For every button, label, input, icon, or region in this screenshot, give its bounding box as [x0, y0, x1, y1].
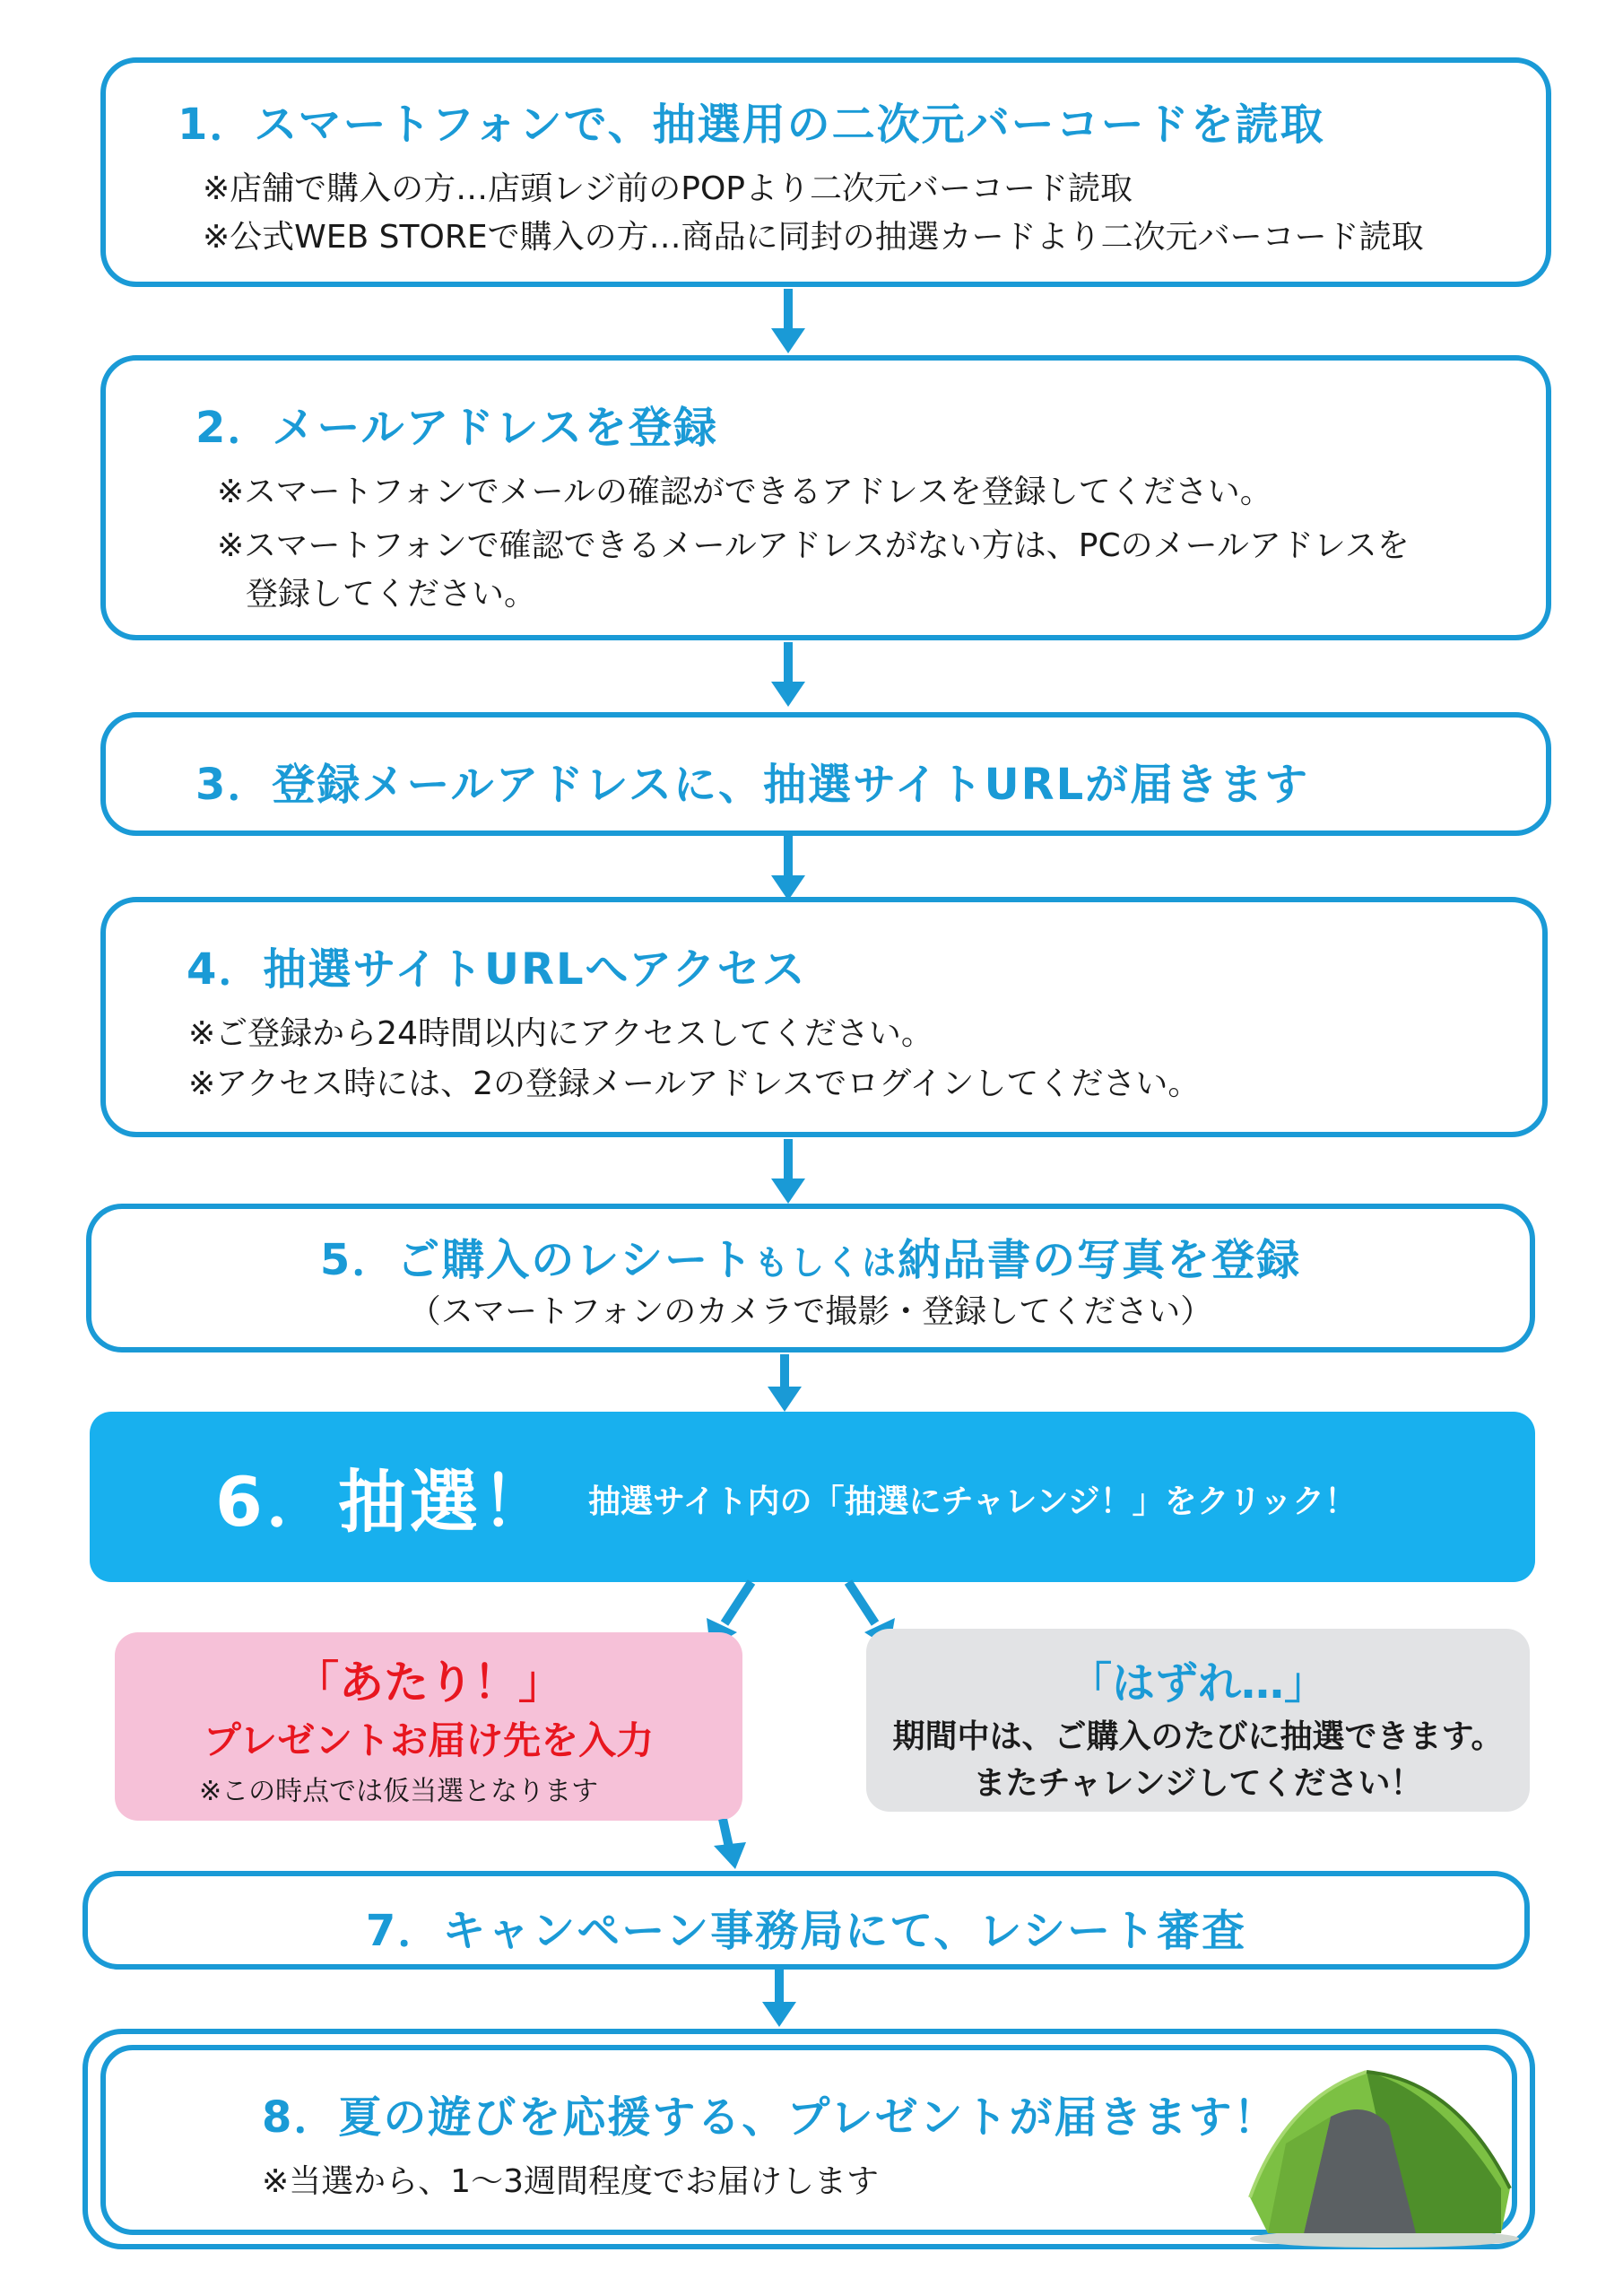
arrow-down-icon — [769, 289, 807, 355]
step1-note-1: ※店舗で購入の方…店頭レジ前のPOPより二次元バーコード読取 — [203, 170, 1133, 207]
step7-box — [82, 1871, 1530, 1970]
step5-title-a: 5．ご購入のレシート — [319, 1235, 755, 1285]
step2-note-3: 登録してください。 — [246, 576, 537, 613]
tent-icon — [1232, 2063, 1528, 2251]
step1-note-2: ※公式WEB STOREで購入の方…商品に同封の抽選カードより二次元バーコード読取 — [203, 219, 1424, 256]
step5-title-c: 納品書の写真を登録 — [898, 1235, 1302, 1285]
arrow-down-icon — [766, 1354, 803, 1413]
step6-sub: 抽選サイト内の「抽選にチャレンジ！」をクリック！ — [588, 1483, 1358, 1520]
step4-box — [100, 897, 1548, 1137]
lose-box — [866, 1629, 1530, 1812]
step5-title — [91, 1225, 1530, 1287]
step2-note-2: ※スマートフォンで確認できるメールアドレスがない方は、PCのメールアドレスを — [217, 527, 1410, 564]
lose-title: 「はずれ…」 — [1068, 1658, 1327, 1709]
step2-title: 2．メールアドレスを登録 — [195, 403, 718, 453]
arrow-down-icon — [769, 1139, 807, 1205]
win-line: プレゼントお届け先を入力 — [203, 1718, 655, 1762]
step5-note: （スマートフォンのカメラで撮影・登録してください） — [408, 1293, 1213, 1330]
win-box — [115, 1632, 742, 1821]
step2-box — [100, 355, 1551, 640]
step8-note: ※当選から、1〜3週間程度でお届けします — [262, 2163, 879, 2200]
lose-line-2: またチャレンジしてください！ — [973, 1765, 1423, 1802]
step2-note-1: ※スマートフォンでメールの確認ができるアドレスを登録してください。 — [217, 474, 1272, 510]
step6-box — [90, 1412, 1535, 1582]
arrow-down-icon — [769, 836, 807, 902]
step4-note-2: ※アクセス時には、2の登録メールアドレスでログインしてください。 — [188, 1065, 1201, 1102]
step5-title-b: もしくは — [754, 1243, 898, 1283]
win-note: ※この時点では仮当選となります — [199, 1776, 599, 1807]
step5-box — [86, 1204, 1535, 1352]
arrow-down-icon — [760, 1970, 798, 2029]
step3-title: 3．登録メールアドレスに、抽選サイトURLが届きます — [195, 760, 1310, 810]
step4-title: 4．抽選サイトURLへアクセス — [187, 944, 807, 995]
step1-box — [100, 57, 1551, 287]
step8-title: 8．夏の遊びを応援する、プレゼントが届きます！ — [262, 2092, 1279, 2143]
win-title: 「あたり！」 — [294, 1657, 563, 1709]
step4-note-1: ※ご登録から24時間以内にアクセスしてください。 — [188, 1015, 933, 1052]
step6-title: 6．抽選！ — [215, 1462, 553, 1542]
step7-title: 7．キャンペーン事務局にて、レシート審査 — [365, 1906, 1247, 1956]
arrow-down-icon — [710, 1819, 755, 1871]
step1-title: 1．スマートフォンで、抽選用の二次元バーコードを読取 — [178, 100, 1325, 150]
step3-box — [100, 712, 1551, 836]
lose-line-1: 期間中は、ご購入のたびに抽選できます。 — [892, 1718, 1504, 1755]
arrow-down-icon — [769, 642, 807, 709]
